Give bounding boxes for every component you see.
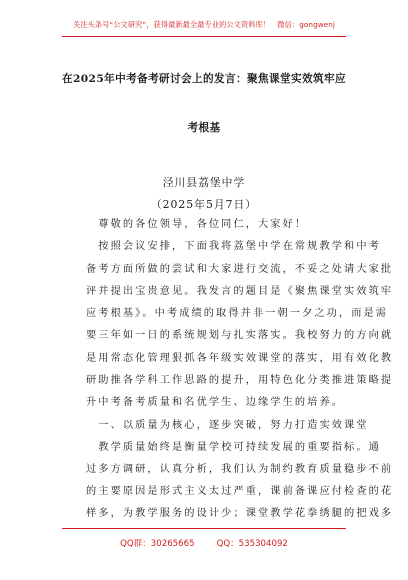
body-line: 备考方面所做的尝试和大家进行交流，不妥之处请大家批 bbox=[86, 264, 394, 275]
document-date: （2025年5月7日） bbox=[150, 198, 258, 211]
section-heading: 一、以质量为核心，逐步突破，努力打造实效课堂 bbox=[86, 420, 369, 431]
greeting-line: 尊敬的各位领导，各位同仁，大家好！ bbox=[86, 219, 308, 230]
document-title-line-1: 在2025年中考备考研讨会上的发言：聚焦课堂实效筑牢应 bbox=[62, 73, 346, 85]
header-divider bbox=[62, 36, 346, 37]
body-line: 评并提出宝贵意见。我发言的题目是《聚焦课堂实效筑牢 bbox=[86, 286, 394, 297]
body-line: 应考根基》。中考成绩的取得并非一朝一夕之功，而是需 bbox=[86, 308, 389, 319]
body-line: 是用常态化管理狠抓各年级实效课堂的落实，用有效化教 bbox=[86, 353, 394, 364]
body-line: 升中考备考质量和名优学生、边缘学生的培养。 bbox=[86, 397, 345, 408]
body-line: 按照会议安排，下面我将荔堡中学在常规教学和中考 bbox=[86, 241, 381, 252]
body-line: 的主要原因是形式主义太过严重，课前备课应付检查的花 bbox=[86, 486, 394, 497]
footer-divider bbox=[62, 528, 346, 529]
body-line: 教学质量始终是衡量学校可持续发展的重要指标。通 bbox=[86, 442, 381, 453]
footer bbox=[0, 537, 408, 549]
document-title-line-2: 考根基 bbox=[187, 122, 221, 134]
body-line: 要三年如一日的系统规划与扎实落实。我校努力的方向就 bbox=[86, 330, 394, 341]
body-line: 过多方调研，认真分析，我们认为制约教育质量稳步不前 bbox=[86, 464, 394, 475]
body-line: 研助推各学科工作思路的提升，用特色化分类推进策略提 bbox=[86, 375, 394, 386]
body-line: 样多，为教学服务的设计少；课堂教学花拳绣腿的把戏多 bbox=[86, 508, 394, 519]
school-name: 泾川县荔堡中学 bbox=[162, 176, 246, 189]
header-banner: 关注头条号“公文研究”，获得最新最全最专业的公文资料库！ 微信：gongwenj bbox=[72, 20, 335, 29]
footer-qq-group: QQ群：30265665 bbox=[120, 539, 195, 549]
footer-qq-number: QQ：535304092 bbox=[216, 539, 288, 549]
